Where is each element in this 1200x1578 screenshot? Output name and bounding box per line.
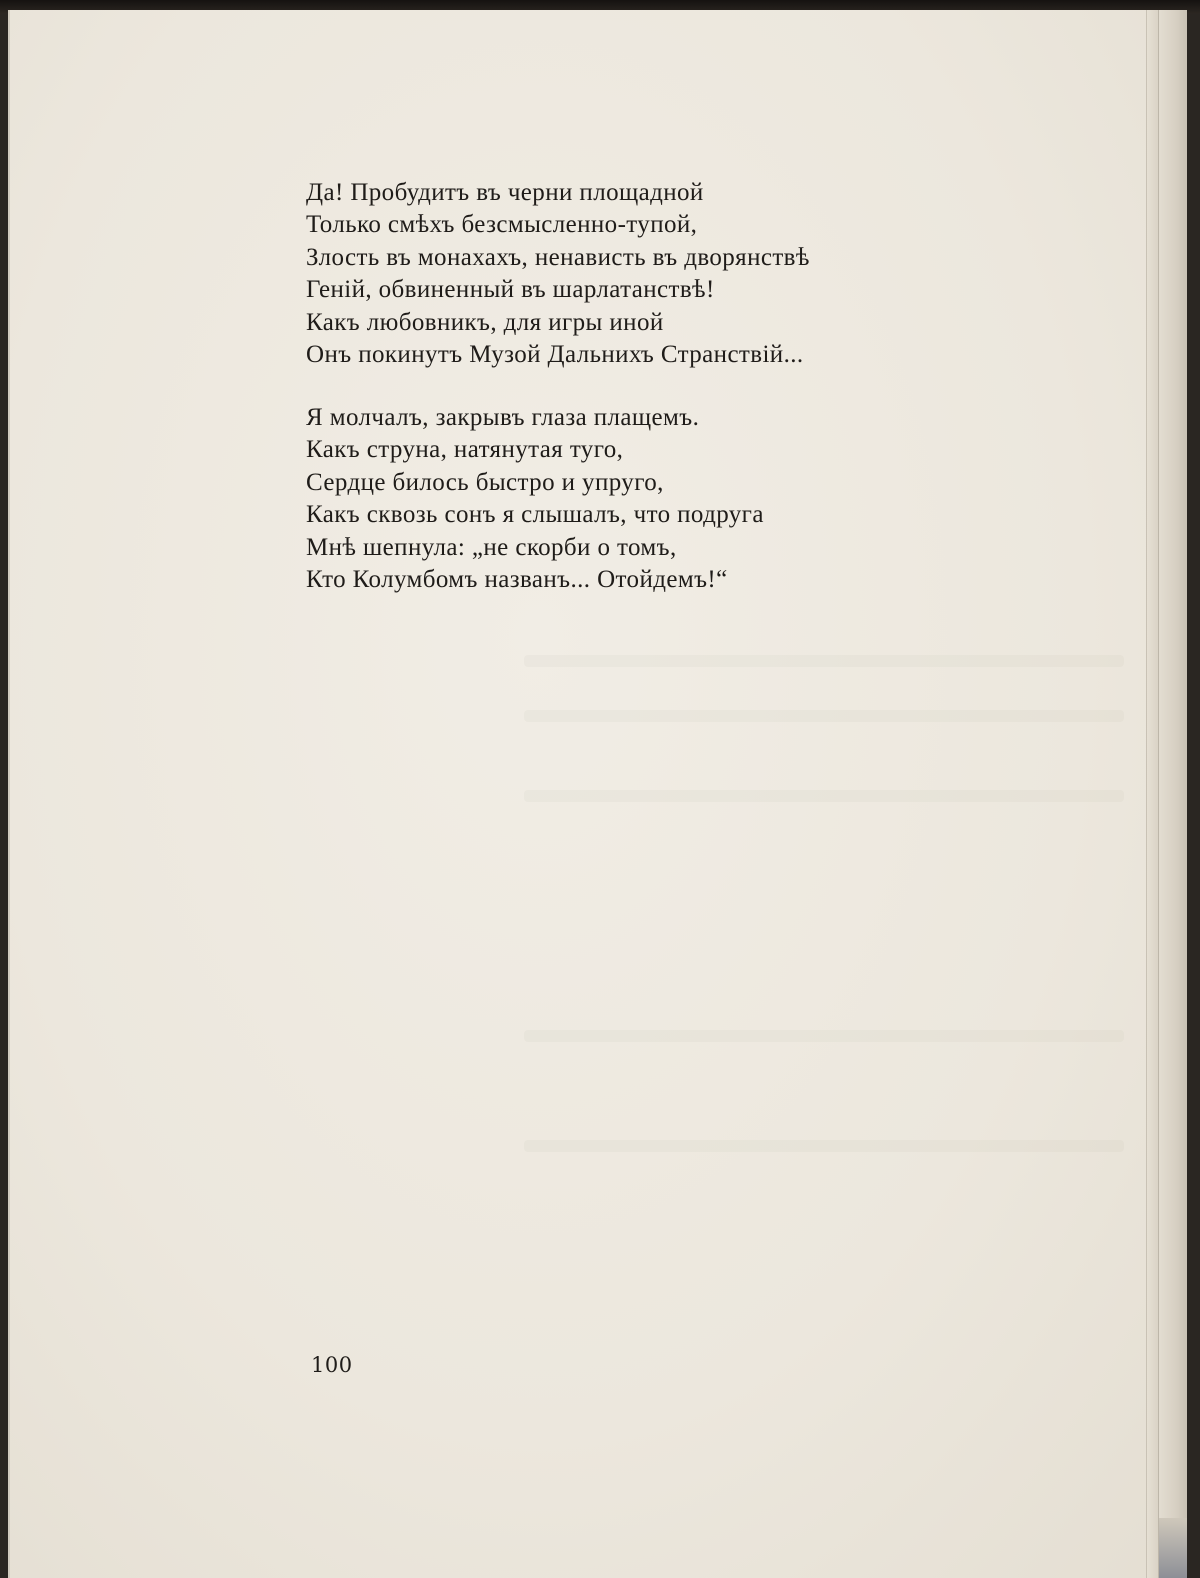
poem-stanza-1 <box>306 177 810 371</box>
poem-line: Да! Пробудитъ въ черни площадной <box>306 179 704 206</box>
poem-line: Онъ покинутъ Музой Дальнихъ Странствiй... <box>306 340 804 368</box>
poem-line: Злость въ монахахъ, ненависть въ дворянствѣ <box>306 243 810 271</box>
poem-line: Какъ сквозь сонъ я слышалъ, что подруга <box>306 501 764 529</box>
poem-line: Я молчалъ, закрывъ глаза плащемъ. <box>306 404 700 431</box>
page-number: 100 <box>311 1353 353 1377</box>
bleed-through <box>524 790 1124 802</box>
poem-line: Какъ струна, натянутая туго, <box>306 436 624 464</box>
poem-line: Генiй, обвиненный въ шарлатанствѣ! <box>306 276 715 304</box>
page-edge-stack <box>1158 10 1187 1578</box>
poem-line: Кто Колумбомъ названъ... Отойдемъ!“ <box>306 565 728 593</box>
poem-stanza-2 <box>306 402 764 596</box>
poem-line: Мнѣ шепнула: „не скорби о томъ, <box>306 533 677 561</box>
bleed-through <box>524 1030 1124 1042</box>
bleed-through <box>524 1140 1124 1152</box>
bleed-through <box>524 655 1124 667</box>
poem-line: Какъ любовникъ, для игры иной <box>306 308 664 336</box>
bleed-through <box>524 710 1124 722</box>
poem-line: Сердце билось быстро и упруго, <box>306 468 664 496</box>
poem-line: Только смѣхъ безсмысленно-тупой, <box>306 211 698 239</box>
